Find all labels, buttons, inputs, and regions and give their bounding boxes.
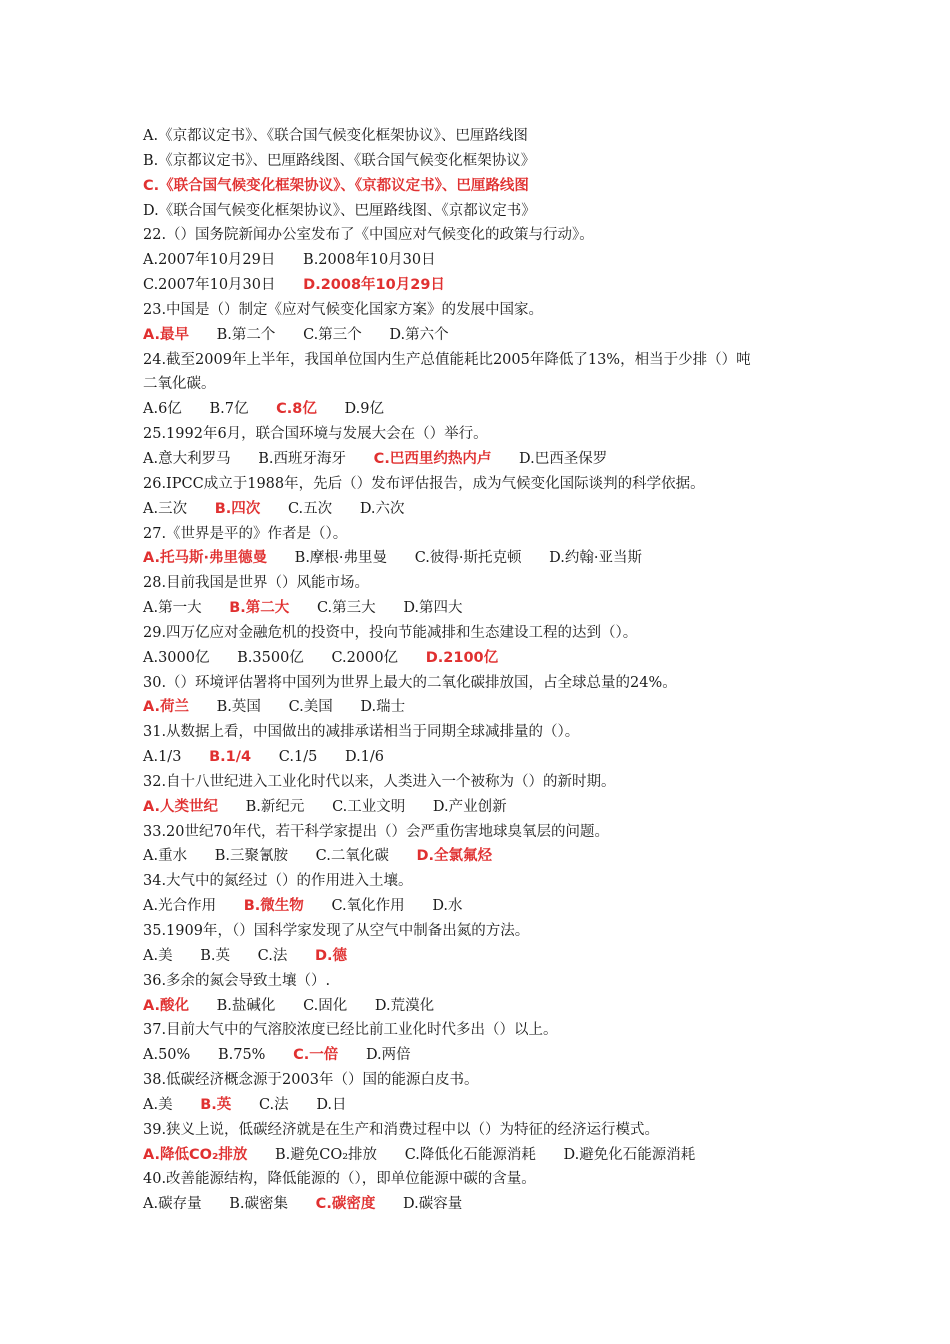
text: 28.目前我国是世界（）风能市场。 [143, 575, 370, 592]
option-line [143, 1093, 823, 1118]
option: D.水 [432, 898, 463, 915]
text-line [143, 621, 823, 646]
correct-answer: B.第二大 [229, 600, 290, 617]
option: B.碳密集 [229, 1196, 289, 1213]
option: A.50% [143, 1047, 191, 1064]
option: C.彼得·斯托克顿 [414, 550, 522, 567]
correct-answer: A.荷兰 [143, 699, 189, 716]
option: D.六次 [359, 500, 405, 517]
correct-answer: A.最早 [143, 326, 189, 343]
option: A.6亿 [143, 401, 182, 418]
option-line [143, 894, 823, 919]
option-line [143, 994, 823, 1019]
text: 30.（）环境评估署将中国列为世界上最大的二氧化碳排放国，占全球总量的24%。 [143, 674, 677, 691]
text: 35.1909年，（）国科学家发现了从空气中制备出氮的方法。 [143, 923, 530, 939]
option-line [143, 1043, 823, 1068]
text-line [143, 298, 823, 323]
correct-answer: C.《联合国气候变化框架协议》、《京都议定书》、巴厘路线图 [143, 177, 529, 194]
text-line [143, 372, 823, 397]
text: 27.《世界是平的》作者是（）。 [143, 525, 348, 542]
option: A.美 [143, 947, 173, 964]
text: 25.1992年6月，联合国环境与发展大会在（）举行。 [143, 426, 488, 443]
text: 38.低碳经济概念源于2003年（）国的能源白皮书。 [143, 1072, 479, 1089]
option-line [143, 844, 823, 869]
option-line [143, 695, 823, 720]
correct-answer: B.微生物 [243, 898, 304, 915]
option-line [143, 745, 823, 770]
correct-answer: C.巴西里约热内卢 [373, 450, 492, 467]
text: 34.大气中的氮经过（）的作用进入土壤。 [143, 873, 413, 890]
text: D.《联合国气候变化框架协议》、巴厘路线图、《京都议定书》 [143, 202, 536, 219]
text-line [143, 223, 823, 248]
text: 32.自十八世纪进入工业化时代以来，人类进入一个被称为（）的新时期。 [143, 773, 616, 790]
option: A.2007年10月29日 [143, 252, 276, 269]
text-line [143, 199, 823, 224]
option: C.固化 [303, 997, 348, 1014]
text-line [143, 969, 823, 994]
text: 29.四万亿应对金融危机的投资中，投向节能减排和生态建设工程的达到（）。 [143, 624, 638, 641]
text-line [143, 1118, 823, 1143]
option: B.盐碱化 [216, 997, 276, 1014]
option-line [143, 1192, 823, 1217]
option-line [143, 248, 823, 273]
option: D.日 [316, 1096, 347, 1113]
option: D.9亿 [344, 401, 384, 418]
option: B.英国 [216, 699, 261, 716]
correct-answer: C.一倍 [293, 1047, 339, 1064]
option-line [143, 795, 823, 820]
option-line [143, 944, 823, 969]
text-line [143, 522, 823, 547]
option: D.避免化石能源消耗 [563, 1146, 696, 1163]
option: B.7亿 [209, 401, 249, 418]
option: B.三聚氰胺 [214, 848, 289, 865]
text-line [143, 149, 823, 174]
option: D.荒漠化 [374, 997, 435, 1014]
correct-answer: A.人类世纪 [143, 798, 218, 815]
option: B.2008年10月30日 [303, 252, 436, 269]
option: C.第三个 [303, 326, 362, 343]
text-line [143, 919, 823, 944]
option: D.第六个 [389, 326, 449, 343]
text-line [143, 348, 823, 373]
text: 36.多余的氮会导致土壤（）. [143, 972, 331, 989]
option-line [143, 546, 823, 571]
text: A.《京都议定书》、《联合国气候变化框架协议》、巴厘路线图 [143, 128, 528, 144]
option-line [143, 646, 823, 671]
option: C.第三大 [316, 600, 376, 617]
option: D.碳容量 [402, 1196, 463, 1213]
text: 26.IPCC成立于1988年，先后（）发布评估报告，成为气候变化国际谈判的科学依据。 [143, 475, 705, 492]
text: 24.截至2009年上半年，我国单位国内生产总值能耗比2005年降低了13%，相当于少排（）吨 [143, 351, 751, 368]
option: D.1/6 [344, 749, 385, 766]
option: A.光合作用 [143, 898, 217, 915]
text-line [143, 671, 823, 696]
option-line [143, 397, 823, 422]
option: B.西班牙海牙 [258, 450, 347, 467]
option: C.五次 [287, 500, 333, 517]
option: C.1/5 [278, 749, 318, 766]
option: D.巴西圣保罗 [518, 450, 608, 467]
correct-answer: C.碳密度 [315, 1196, 376, 1213]
option-line [143, 447, 823, 472]
option-line [143, 596, 823, 621]
text: 二氧化碳。 [143, 376, 216, 393]
option: D.约翰·亚当斯 [549, 550, 642, 567]
option: A.美 [143, 1096, 173, 1113]
correct-answer: B.1/4 [209, 749, 252, 766]
option: B.75% [217, 1047, 266, 1064]
text-line [143, 1167, 823, 1192]
option: A.意大利罗马 [143, 450, 231, 467]
text: 23.中国是（）制定《应对气候变化国家方案》的发展中国家。 [143, 301, 544, 318]
text: 37.目前大气中的气溶胶浓度已经比前工业化时代多出（）以上。 [143, 1022, 558, 1039]
option: A.1/3 [143, 749, 182, 766]
text: 31.从数据上看，中国做出的减排承诺相当于同期全球减排量的（）。 [143, 724, 580, 741]
option: D.第四大 [403, 600, 463, 617]
option: A.3000亿 [143, 649, 210, 666]
option: C.降低化石能源消耗 [404, 1146, 536, 1163]
correct-answer: D.德 [315, 947, 348, 964]
option: B.3500亿 [237, 649, 304, 666]
text: 33.20世纪70年代，若干科学家提出（）会严重伤害地球臭氧层的问题。 [143, 823, 609, 840]
text-line [143, 1018, 823, 1043]
text-line [143, 869, 823, 894]
correct-answer: B.英 [200, 1096, 232, 1113]
correct-answer: D.全氯氟烃 [416, 848, 493, 865]
option: A.三次 [143, 500, 188, 517]
text-line [143, 820, 823, 845]
option: C.法 [258, 1096, 289, 1113]
text-line [143, 422, 823, 447]
correct-answer: A.酸化 [143, 997, 189, 1014]
option: C.2000亿 [331, 649, 399, 666]
text: B.《京都议定书》、巴厘路线图、《联合国气候变化框架协议》 [143, 152, 536, 169]
option: A.第一大 [143, 600, 202, 617]
option: B.第二个 [216, 326, 276, 343]
option: C.美国 [288, 699, 333, 716]
option: D.两倍 [365, 1047, 411, 1064]
option: C.工业文明 [332, 798, 406, 815]
option: D.产业创新 [432, 798, 507, 815]
text-line [143, 770, 823, 795]
option: B.英 [200, 947, 231, 964]
option-line [143, 1143, 823, 1168]
text: 40.改善能源结构，降低能源的（），即单位能源中碳的含量。 [143, 1171, 536, 1188]
text: 39.狭义上说，低碳经济就是在生产和消费过程中以（）为特征的经济运行模式。 [143, 1121, 660, 1138]
text-line [143, 571, 823, 596]
option: B.摩根·弗里曼 [294, 550, 388, 567]
option: C.氧化作用 [331, 898, 405, 915]
option-line [143, 323, 823, 348]
correct-answer: C.8亿 [276, 401, 317, 418]
correct-answer: A.降低CO₂排放 [143, 1146, 248, 1163]
text-line [143, 1068, 823, 1093]
option: D.瑞士 [360, 699, 406, 716]
text-line [143, 720, 823, 745]
option-line [143, 497, 823, 522]
option: A.碳存量 [143, 1196, 202, 1213]
correct-answer: D.2008年10月29日 [303, 277, 445, 294]
option-line [143, 273, 823, 298]
text-line [143, 174, 823, 199]
option: B.避免CO₂排放 [274, 1146, 378, 1163]
option: C.法 [257, 947, 288, 964]
text-line [143, 472, 823, 497]
correct-answer: A.托马斯·弗里德曼 [143, 550, 268, 567]
option: B.新纪元 [245, 798, 305, 815]
quiz-document [143, 124, 823, 1217]
text-line [143, 124, 823, 149]
text: 22.（）国务院新闻办公室发布了《中国应对气候变化的政策与行动》。 [143, 227, 594, 244]
option: C.二氧化碳 [315, 848, 389, 865]
correct-answer: B.四次 [214, 500, 261, 517]
option: A.重水 [143, 848, 188, 865]
option: C.2007年10月30日 [143, 277, 276, 294]
correct-answer: D.2100亿 [425, 649, 499, 666]
